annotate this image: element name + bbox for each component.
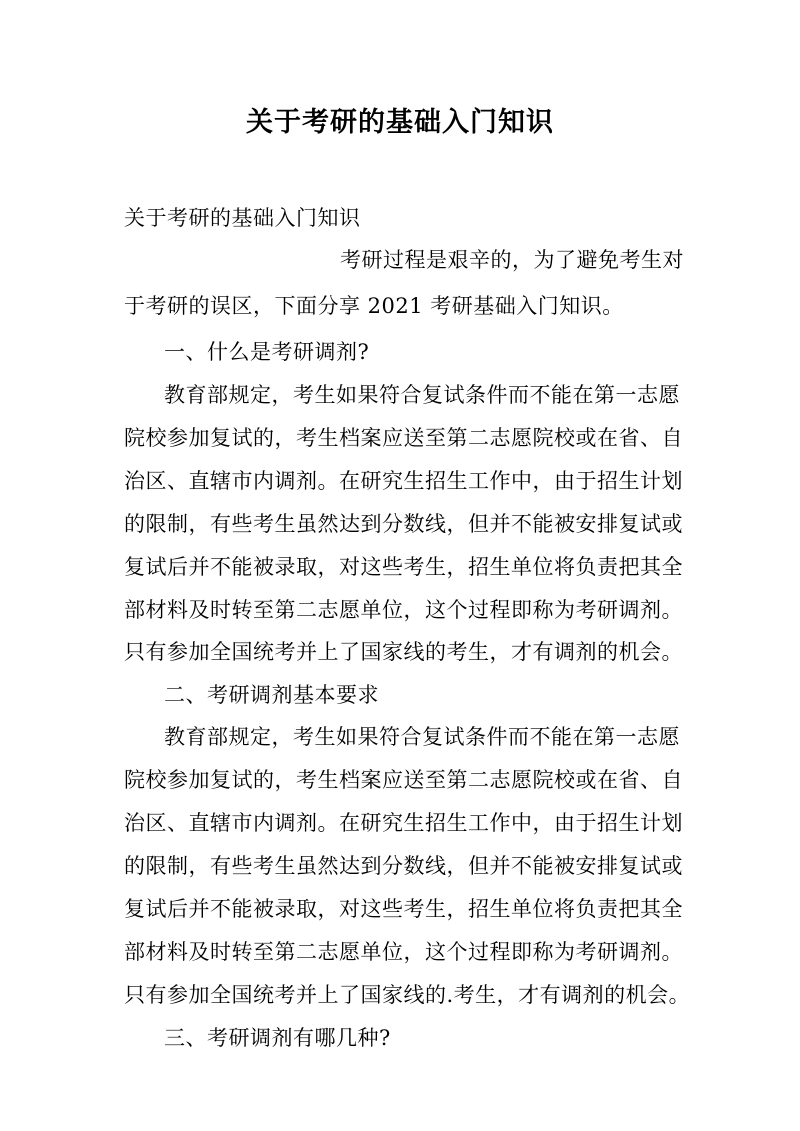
paragraph-line: 的限制，有些考生虽然达到分数线，但并不能被安排复试或 [124,854,683,878]
intro-line: 于考研的误区，下面分享 2021 考研基础入门知识。 [124,294,624,318]
subtitle-line: 关于考研的基础入门知识 [124,206,361,230]
intro-line: 考研过程是艰辛的，为了避免考生对 [340,248,684,272]
paragraph-line: 院校参加复试的，考生档案应送至第二志愿院校或在省、自 [124,768,683,792]
section-heading: 一、什么是考研调剂? [164,340,370,364]
paragraph-line: 的限制，有些考生虽然达到分数线，但并不能被安排复试或 [124,512,683,536]
paragraph-line: 教育部规定，考生如果符合复试条件而不能在第一志愿 [164,725,680,749]
section-heading: 三、考研调剂有哪几种? [164,1026,391,1050]
paragraph-line: 教育部规定，考生如果符合复试条件而不能在第一志愿 [164,383,680,407]
section-heading: 二、考研调剂基本要求 [164,683,379,707]
paragraph-line: 复试后并不能被录取，对这些考生，招生单位将负责把其全 [124,897,683,921]
document-title: 关于考研的基础入门知识 [246,107,554,138]
paragraph-line: 治区、直辖市内调剂。在研究生招生工作中，由于招生计划 [124,811,683,835]
paragraph-line: 院校参加复试的，考生档案应送至第二志愿院校或在省、自 [124,426,683,450]
paragraph-line: 只有参加全国统考并上了国家线的考生，才有调剂的机会。 [124,640,683,664]
paragraph-line: 治区、直辖市内调剂。在研究生招生工作中，由于招生计划 [124,469,683,493]
paragraph-line: 复试后并不能被录取，对这些考生，招生单位将负责把其全 [124,555,683,579]
paragraph-line: 只有参加全国统考并上了国家线的.考生，才有调剂的机会。 [124,983,691,1007]
paragraph-line: 部材料及时转至第二志愿单位，这个过程即称为考研调剂。 [124,940,683,964]
paragraph-line: 部材料及时转至第二志愿单位，这个过程即称为考研调剂。 [124,598,683,622]
